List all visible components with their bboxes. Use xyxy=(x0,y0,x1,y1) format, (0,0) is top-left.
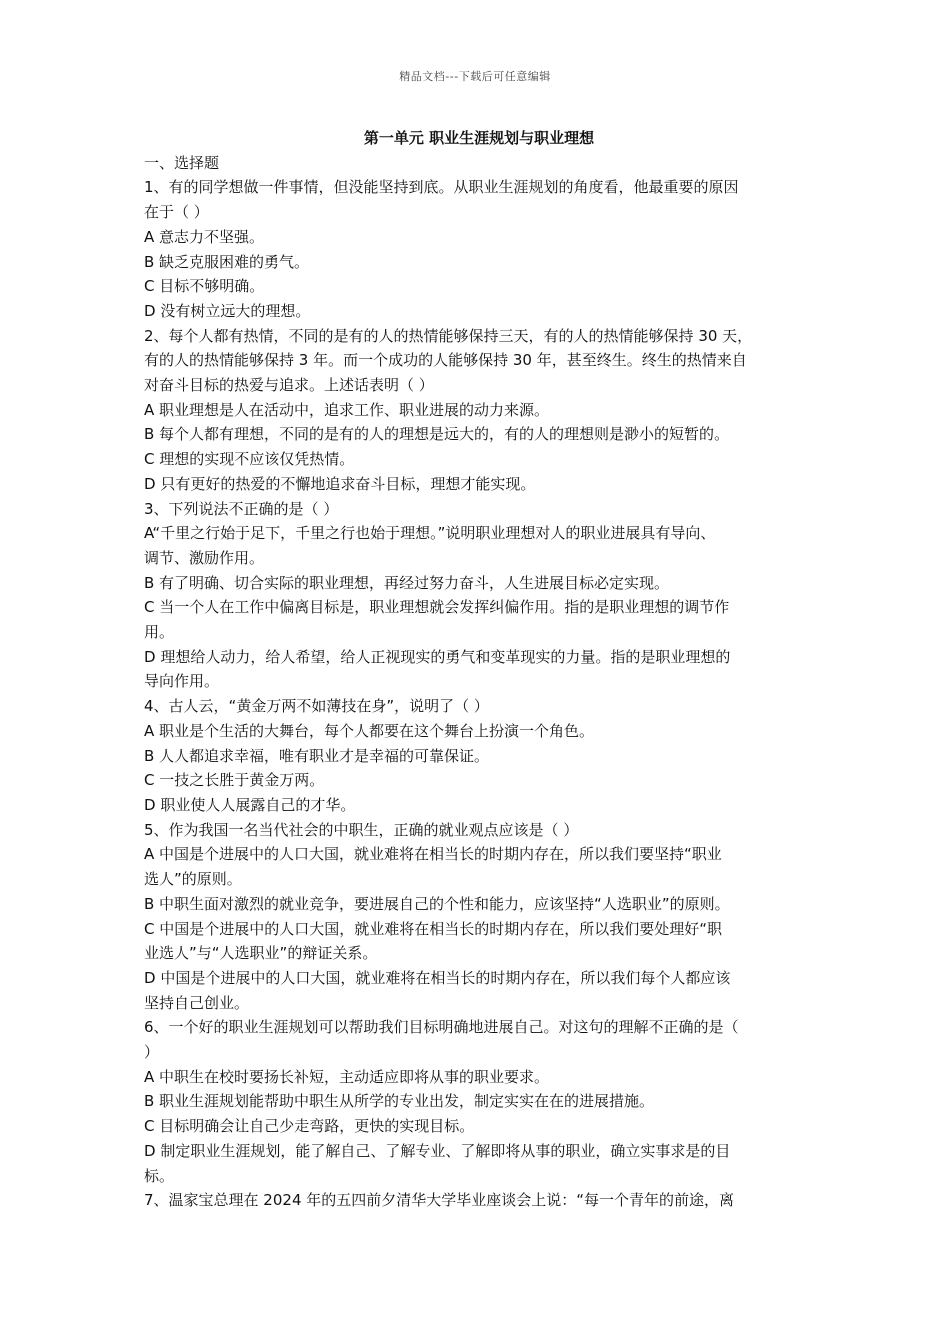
text-line: 7、温家宝总理在 2024 年的五四前夕清华大学毕业座谈会上说：“每一个青年的前途，离 xyxy=(144,1191,735,1210)
text-line: B 有了明确、切合实际的职业理想，再经过努力奋斗，人生进展目标必定实现。 xyxy=(144,573,670,592)
text-line: 4、古人云，“黄金万两不如薄技在身”，说明了（ ） xyxy=(144,697,489,716)
text-line: B 职业生涯规划能帮助中职生从所学的专业出发，制定实实在在的进展措施。 xyxy=(144,1092,655,1111)
text-line: 一、选择题 xyxy=(144,153,220,172)
text-line: 6、一个好的职业生涯规划可以帮助我们目标明确地进展自己。对这句的理解不正确的是（ xyxy=(144,1018,739,1037)
text-line: D 中国是个进展中的人口大国，就业难将在相当长的时期内存在，所以我们每个人都应该 xyxy=(144,968,731,987)
text-line: A 中职生在校时要扬长补短，主动适应即将从事的职业要求。 xyxy=(144,1067,550,1086)
text-line: 3、下列说法不正确的是（ ） xyxy=(144,499,339,518)
text-line: A 职业是个生活的大舞台，每个人都要在这个舞台上扮演一个角色。 xyxy=(144,721,595,740)
text-line: C 目标明确会让自己少走弯路，更快的实现目标。 xyxy=(144,1117,475,1136)
text-line: A“千里之行始于足下，千里之行也始于理想。”说明职业理想对人的职业进展具有导向、 xyxy=(144,524,716,543)
text-line: B 缺乏克服困难的勇气。 xyxy=(144,252,310,271)
text-line: 2、每个人都有热情，不同的是有的人的热情能够保持三天，有的人的热情能够保持 30 天， xyxy=(144,326,753,345)
text-line: D 职业使人人展露自己的才华。 xyxy=(144,795,356,814)
text-line: A 意志力不坚强。 xyxy=(144,227,265,246)
text-line: A 中国是个进展中的人口大国，就业难将在相当长的时期内存在，所以我们要坚持“职业 xyxy=(144,845,722,864)
text-line: 5、作为我国一名当代社会的中职生，正确的就业观点应该是（ ） xyxy=(144,820,579,839)
text-line: ） xyxy=(144,1043,160,1062)
text-line: C 中国是个进展中的人口大国，就业难将在相当长的时期内存在，所以我们要处理好“职 xyxy=(144,919,723,938)
page-header-note: 精品文档---下载后可任意编辑 xyxy=(399,70,551,83)
text-line: 在于（ ） xyxy=(144,203,209,222)
text-line: B 人人都追求幸福，唯有职业才是幸福的可靠保证。 xyxy=(144,746,490,765)
question-list xyxy=(144,151,814,1213)
text-line: D 没有树立远大的理想。 xyxy=(144,301,311,320)
text-line: 业选人”与“人选职业”的辩证关系。 xyxy=(144,944,378,963)
text-line: 有的人的热情能够保持 3 年。而一个成功的人能够保持 30 年，甚至终生。终生的热情来自 xyxy=(144,351,747,370)
text-line: D 只有更好的热爱的不懈地追求奋斗目标，理想才能实现。 xyxy=(144,474,536,493)
text-line: 用。 xyxy=(144,623,175,642)
text-line: B 中职生面对激烈的就业竞争，要进展自己的个性和能力，应该坚持“人选职业”的原则。 xyxy=(144,894,730,913)
text-line: C 一技之长胜于黄金万两。 xyxy=(144,771,325,790)
text-line: C 当一个人在工作中偏离目标是，职业理想就会发挥纠偏作用。指的是职业理想的调节作 xyxy=(144,598,730,617)
document-title: 第一单元 职业生涯规划与职业理想 xyxy=(363,129,595,147)
text-line: 标。 xyxy=(144,1166,175,1185)
text-line: C 理想的实现不应该仅凭热情。 xyxy=(144,450,355,469)
text-line: 1、有的同学想做一件事情，但没能坚持到底。从职业生涯规划的角度看，他最重要的原因 xyxy=(144,178,739,197)
text-line: 导向作用。 xyxy=(144,672,220,691)
text-line: A 职业理想是人在活动中，追求工作、职业进展的动力来源。 xyxy=(144,400,550,419)
text-line: B 每个人都有理想，不同的是有的人的理想是远大的，有的人的理想则是渺小的短暂的。 xyxy=(144,425,730,444)
text-line: 调节、激励作用。 xyxy=(144,548,265,567)
text-line: D 理想给人动力，给人希望，给人正视现实的勇气和变革现实的力量。指的是职业理想的 xyxy=(144,647,731,666)
text-line: D 制定职业生涯规划，能了解自己、了解专业、了解即将从事的职业，确立实事求是的目 xyxy=(144,1141,731,1160)
text-line: 对奋斗目标的热爱与追求。上述话表明（ ） xyxy=(144,376,434,395)
text-line: 坚持自己创业。 xyxy=(144,993,250,1012)
text-line: 选人”的原则。 xyxy=(144,870,242,889)
document-body xyxy=(144,126,814,1213)
text-line: C 目标不够明确。 xyxy=(144,277,265,296)
